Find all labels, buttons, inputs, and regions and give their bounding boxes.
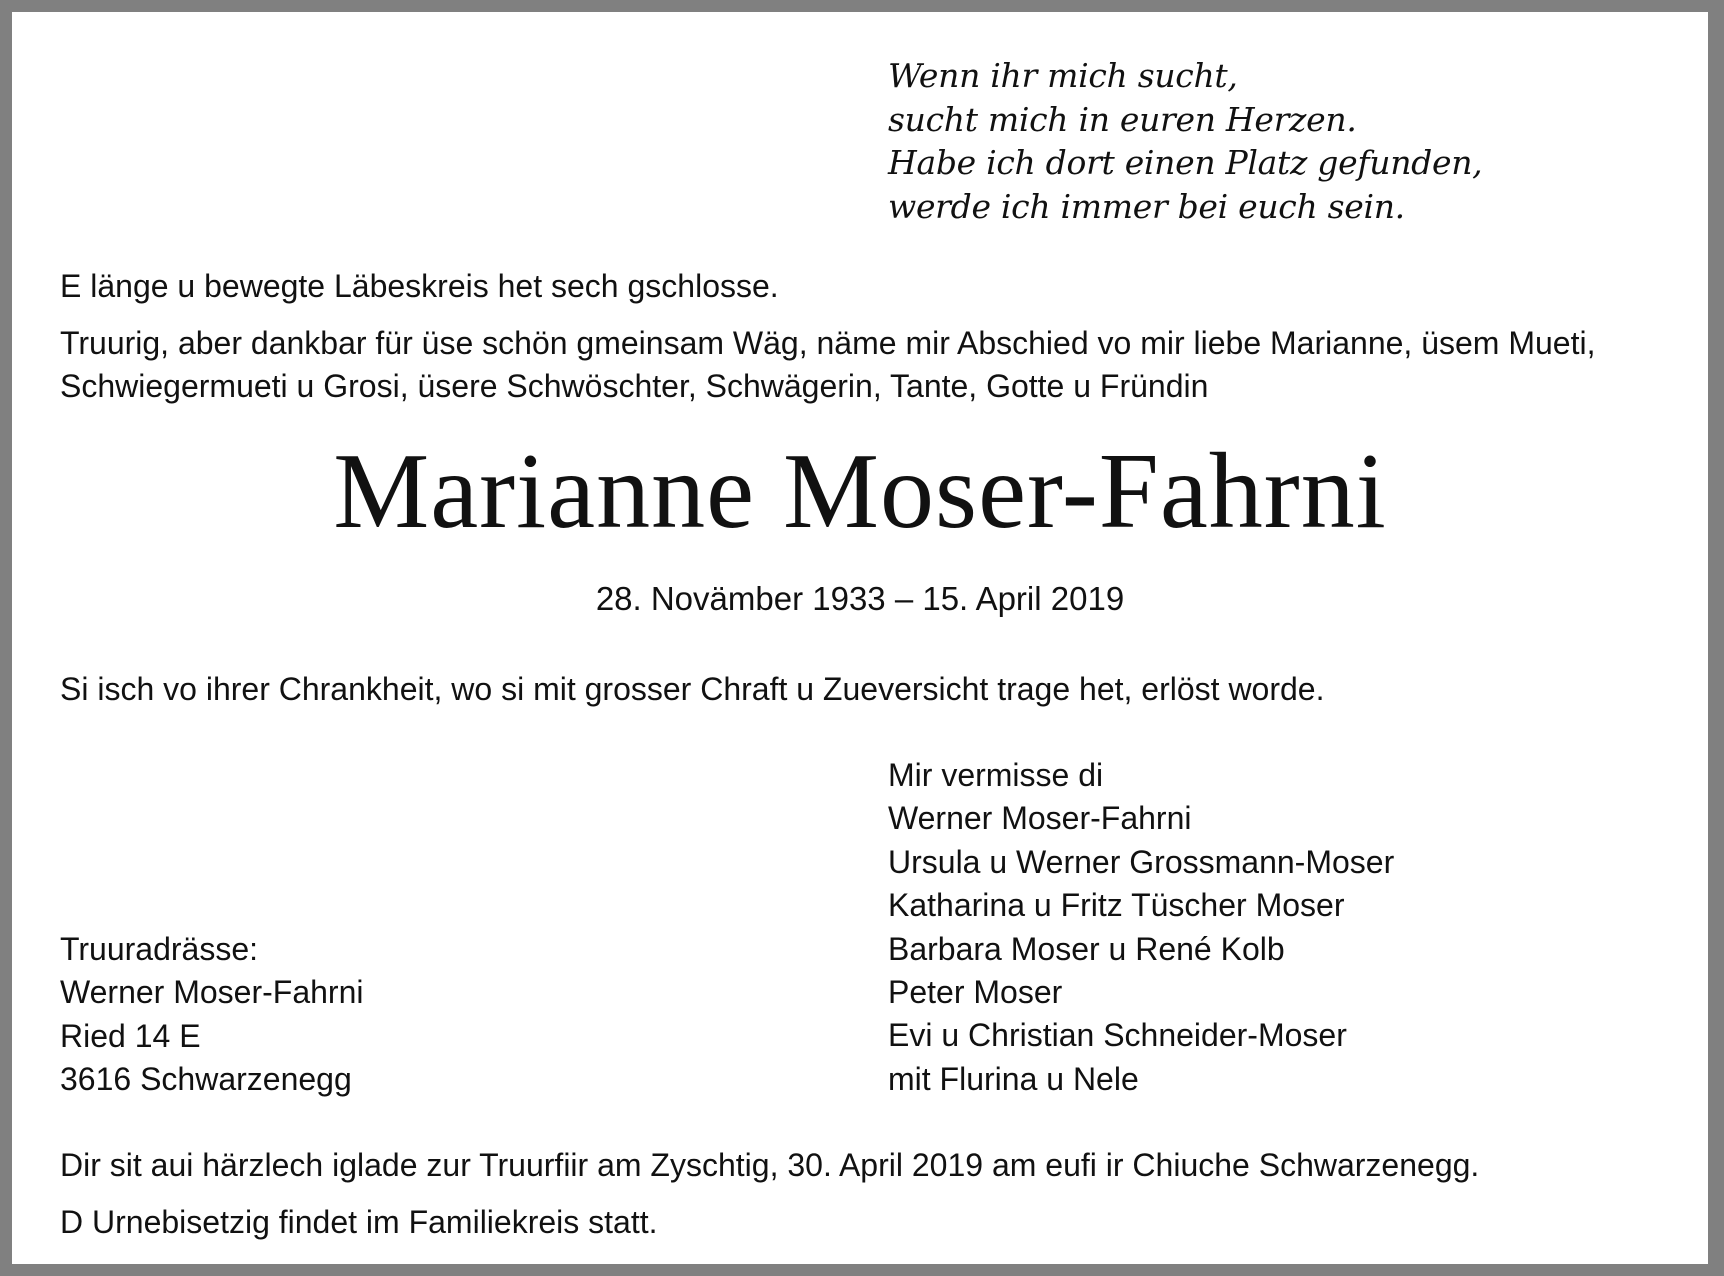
mourner: Werner Moser-Fahrni: [888, 800, 1192, 837]
mourner: Katharina u Fritz Tüscher Moser: [888, 887, 1345, 924]
poem-line: Wenn ihr mich sucht,: [888, 56, 1238, 95]
funeral-invitation: Dir sit aui härzlech iglade zur Truurfiir am Zyschtig, 30. April 2019 am eufi ir Chiuche Schwarzenegg.: [60, 1147, 1480, 1183]
address-line: Ried 14 E: [60, 1017, 201, 1054]
urn-burial-note: D Urnebisetzig findet im Familiekreis statt.: [60, 1204, 658, 1240]
mourning-address: [60, 928, 363, 1102]
deceased-name: Marianne Moser-Fahrni: [333, 432, 1387, 551]
mourners-heading: Mir vermisse di: [888, 757, 1104, 793]
intro-paragraph: [60, 322, 1595, 408]
life-dates: 28. Novämber 1933 – 15. April 2019: [595, 580, 1125, 617]
mourner: Ursula u Werner Grossmann-Moser: [888, 843, 1395, 880]
poem-line: sucht mich in euren Herzen.: [888, 99, 1357, 139]
address-heading: Truuradrässe:: [60, 931, 258, 967]
obituary-notice: [12, 12, 1708, 1264]
poem-line: Habe ich dort einen Platz gefunden,: [888, 143, 1483, 182]
address-line: Werner Moser-Fahrni: [60, 974, 364, 1011]
intro-line: E länge u bewegte Läbeskreis het sech gschlosse.: [60, 268, 779, 304]
address-line: 3616 Schwarzenegg: [60, 1061, 352, 1098]
poem: [888, 54, 1482, 228]
mourner: mit Flurina u Nele: [888, 1060, 1139, 1097]
intro-line: Truurig, aber dankbar für üse schön gmeinsam Wäg, näme mir Abschied vo mir liebe Marianne, üsem Mueti,: [60, 325, 1596, 361]
mourner: Evi u Christian Schneider-Moser: [888, 1017, 1347, 1054]
poem-line: werde ich immer bei euch sein.: [888, 186, 1405, 226]
mourner: Barbara Moser u René Kolb: [888, 930, 1285, 967]
mourner: Peter Moser: [888, 974, 1063, 1011]
intro-line: Schwiegermueti u Grosi, üsere Schwöschter, Schwägerin, Tante, Gotte u Fründin: [60, 368, 1209, 404]
mourners-list: [888, 754, 1394, 1101]
relief-statement: Si isch vo ihrer Chrankheit, wo si mit grosser Chraft u Zueversicht trage het, erlöst worde.: [60, 671, 1325, 707]
